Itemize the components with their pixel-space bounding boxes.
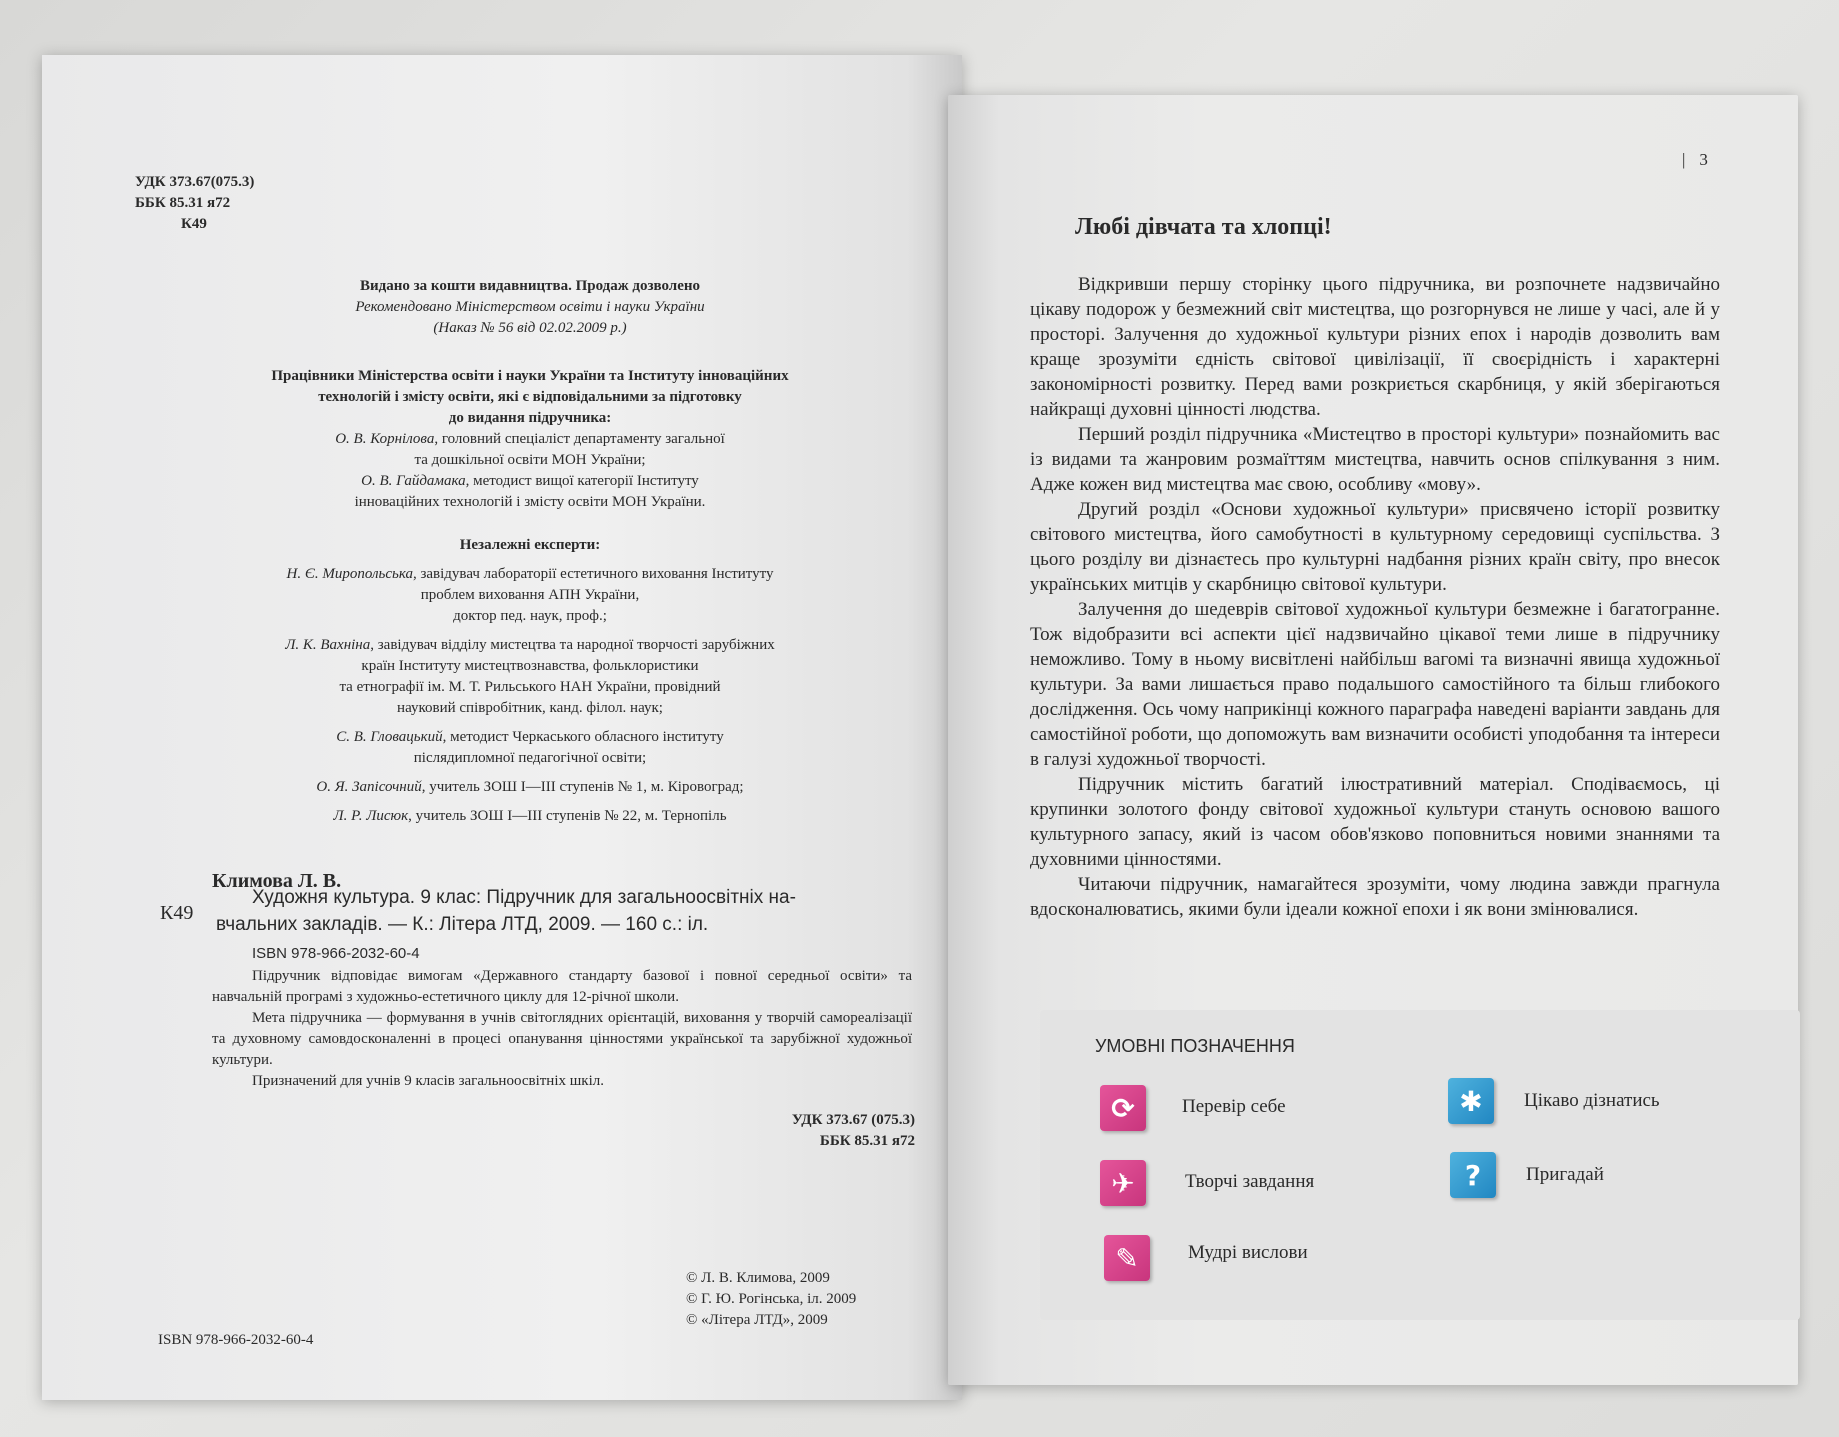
expert-line: країн Інституту мистецтвознавства, фольклористики: [361, 658, 699, 674]
refresh-cycle-icon: ⟳: [1100, 1085, 1146, 1131]
expert-line: проблем виховання АПН України,: [420, 587, 640, 603]
legend-label: Цікаво дізнатись: [1524, 1090, 1660, 1111]
paragraph: Залучення до шедеврів світової художньої культури безмежне і багатогранне. Тож відобразити всі аспекти цієї надзвичайно цікавої теми лише в підручнику неможливо. Тому в ньому висвітлені найбільш вагомі та визначні явища художньої культури. За вами лишається право подальшого самостійного та більш глибокого дослідження. Ось чому наприкінці кожного параграфа наведені варіанти завдань для самостійної роботи, що допоможуть вам визначити особисті уподобання та інтереси в галузі художньої творчості.: [1030, 599, 1720, 770]
staff-line: О. В. Гайдамака, методист вищої категорії Інституту: [361, 473, 699, 489]
copyright-block: © Л. В. Климова, 2009 © Г. Ю. Рогінська, іл. 2009 © «Літера ЛТД», 2009: [686, 1270, 857, 1328]
page-heading: Любі дівчата та хлопці!: [1075, 214, 1332, 240]
legend-label: Пригадай: [1526, 1164, 1604, 1185]
staff-line: інноваційних технологій і змісту освіти МОН України.: [354, 494, 706, 510]
pegasus-icon: ✈: [1100, 1160, 1146, 1206]
publication-note: Видано за кошти видавництва. Продаж дозволено Рекомендовано Міністерством освіти і науки України (Наказ № 56 від 02.02.2009 р.): [355, 278, 705, 336]
paragraph: Читаючи підручник, намагайтеся зрозуміти, чому людина завжди прагнула вдосконалюватись, якими були ідеали кожної епохи і як вони змінювалися.: [1030, 874, 1720, 920]
snowflake-icon: ✱: [1448, 1078, 1494, 1124]
author-name: Климова Л. В.: [212, 870, 342, 892]
staff-line: О. В. Корнілова, головний спеціаліст департаменту загальної: [335, 431, 725, 447]
udk-footer: УДК 373.67 (075.3) ББК 85.31 я72: [791, 1112, 915, 1149]
legend-title: УМОВНІ ПОЗНАЧЕННЯ: [1095, 1036, 1295, 1056]
quill-feather-icon: ✎: [1104, 1235, 1150, 1281]
isbn-footer: ISBN 978-966-2032-60-4: [158, 1332, 314, 1348]
catalog-entry: Художня культура. 9 клас: Підручник для загальноосвітніх на- вчальних закладів. — К.: Літера ЛТД, 2009. — 160 с.: іл. ISBN 978-966-2032-60-4: [216, 887, 796, 962]
expert-line: Л. Р. Лисюк, учитель ЗОШ І—ІІІ ступенів № 22, м. Тернопіль: [333, 808, 727, 824]
staff-line: та дошкільної освіти МОН України;: [414, 452, 646, 468]
paragraph: Відкривши першу сторінку цього підручника, ви розпочнете надзвичайно цікаву подорож у безмежний світ мистецтва, що розгорнувся не лише у часі, але й у просторі. Залучення до художньої культури різних епох і народів дозволить вам краще зрозуміти єдність світової цивілізації, її своєрідність і характерні закономірності розвитку. Перед вами розкриється скарбниця, у якій зберігаються найкращі духовні цінності людства.: [1030, 274, 1720, 420]
legend-label: Перевір себе: [1182, 1096, 1286, 1117]
intro-text: [1030, 272, 1720, 922]
paragraph: Перший розділ підручника «Мистецтво в просторі культури» познайомить вас із видами та жанровим розмаїттям мистецтва, навчить основ спілкування з ним. Адже кожен вид мистецтва має свою, особливу «мову».: [1030, 424, 1720, 495]
ministry-staff: Працівники Міністерства освіти і науки України та Інституту інноваційних технологій і змісту освіти, які є відповідальними за підготовку до видання підручника: О. В. Корнілова, головний спеціаліст департаменту загальної та дошкільної освіти МОН України; О. В. Гайдамака, методист вищої категорії Інституту інноваційних технологій і змісту освіти МОН України.: [180, 366, 880, 513]
expert-line: та етнографії ім. М. Т. Рильського НАН України, провідний: [339, 679, 721, 695]
page-number: | 3: [1682, 150, 1708, 169]
question-mark-icon: ?: [1450, 1152, 1496, 1198]
expert-line: післядипломної педагогічної освіти;: [413, 750, 647, 766]
catalog-code: К49: [160, 902, 194, 924]
expert-line: науковий співробітник, канд. філол. наук;: [397, 700, 663, 716]
expert-line: О. Я. Запісочний, учитель ЗОШ І—ІІІ ступенів № 1, м. Кіровоград;: [316, 779, 744, 795]
legend-label: Мудрі вислови: [1188, 1242, 1308, 1263]
annotation: Підручник відповідає вимогам «Державного стандарту базової і повної середньої освіти» та навчальній програмі з художньо-естетичного циклу для 12-річної школи. Мета підручника — формування в учнів світоглядних орієнтацій, виховання у творчій самореалізації та духовному самовдосконаленні в процесі опанування цінностями української та зарубіжної художньої культури. Призначений для учнів 9 класів загальноосвітніх шкіл.: [212, 968, 912, 1089]
legend-label: Творчі завдання: [1185, 1171, 1315, 1192]
independent-experts: Незалежні експерти: Н. Є. Миропольська, завідувач лабораторії естетичного виховання Інституту проблем виховання АПН України, доктор пед. наук, проф.; Л. К. Вахніна, завідувач відділу мистецтва та народної творчості зарубіжних країн Інституту мистецтвознавства, фольклористики та етнографії ім. М. Т. Рильського НАН України, провідний науковий співробітник, канд. філол. наук; С. В. Гловацький, методист Черкаського обласного інституту післядипломної педагогічної освіти; О. Я. Запісочний, учитель ЗОШ І—ІІІ ступенів № 1, м. Кіровоград; Л. Р. Лисюк, учитель ЗОШ І—ІІІ ступенів № 22, м. Тернопіль: [180, 535, 880, 827]
udk-header: УДК 373.67(075.3) ББК 85.31 я72 К49: [135, 174, 255, 232]
paragraph: Другий розділ «Основи художньої культури» присвячено історії розвитку світового мистецтва, його самобутності в культурному середовищі суспільства. З цього розділу ви дізнаєтесь про культурні надбання різних країн світу, про внесок українських митців у скарбницю світової культури.: [1030, 499, 1720, 595]
paragraph: Підручник містить багатий ілюстративний матеріал. Сподіваємось, ці крупинки золотого фонду світової художньої культури стануть основою вашого культурного запасу, який із часом обов'язково поповниться новими знаннями та духовними цінностями.: [1030, 774, 1720, 870]
expert-line: Л. К. Вахніна, завідувач відділу мистецтва та народної творчості зарубіжних: [285, 637, 775, 653]
expert-line: доктор пед. наук, проф.;: [453, 608, 607, 624]
expert-line: Н. Є. Миропольська, завідувач лабораторії естетичного виховання Інституту: [286, 566, 774, 582]
expert-line: С. В. Гловацький, методист Черкаського обласного інституту: [336, 729, 724, 745]
